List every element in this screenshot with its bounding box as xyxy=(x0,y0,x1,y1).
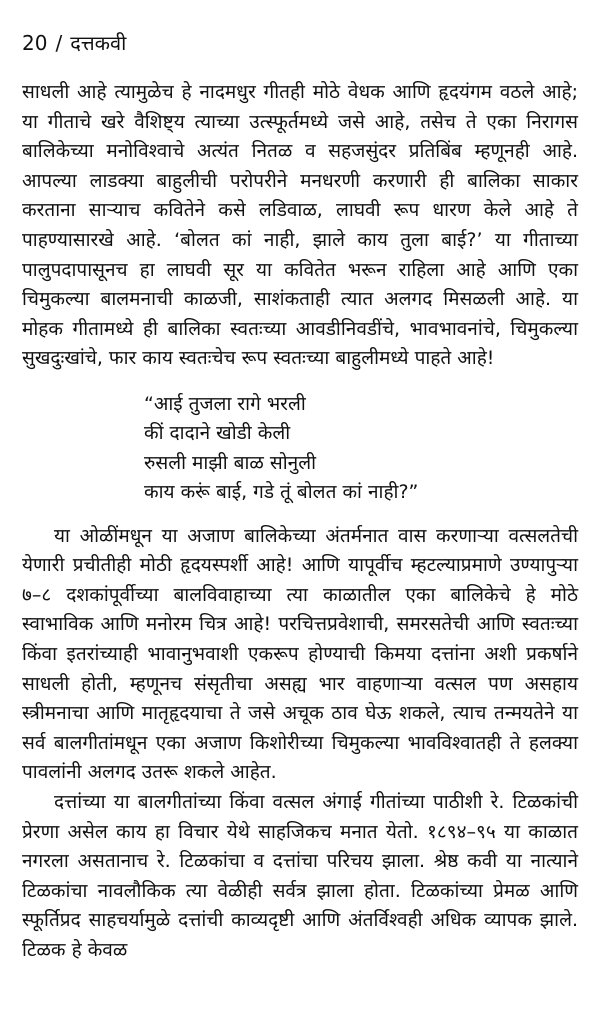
poem-line-1: “आई तुजला रागे भरली xyxy=(144,392,306,415)
poem-quote xyxy=(144,390,578,508)
page-number: 20 xyxy=(22,31,48,55)
paragraph-1: साधली आहे त्यामुळेच हे नादमधुर गीतही मोठे वेधक आणि हृदयंगम वठले आहे; या गीताचे खरे वैशिष्ट्य त्याच्या उत्स्फूर्तमध्ये जसे आहे, तसेच ते एका निरागस बालिकेच्या मनोविश्वाचे अत्यंत नितळ व सहजसुंदर प्रतिबिंब म्हणूनही आहे. आपल्या लाडक्या बाहुलीची परोपरीने मनधरणी करणारी ही बालिका साकार करताना साऱ्याच कवितेने कसे लडिवाळ, लाघवी रूप धारण केले आहे ते पाहण्यासारखे आहे. ‘बोलत कां नाही, झाले काय तुला बाई?’ या गीताच्या पालुपदापासूनच हा लाघवी सूर या कवितेत भरून राहिला आहे आणि एका चिमुकल्या बालमनाची काळजी, साशंकताही त्यात अलगद मिसळली आहे. या मोहक गीतामध्ये ही बालिका स्वतःच्या आवडीनिवडींचे, भावभावनांचे, चिमुकल्या सुखदुःखांचे, फार काय स्वतःचेच रूप स्वतःच्या बाहुलीमध्ये पाहते आहे! xyxy=(22,81,578,370)
header-separator: / xyxy=(55,31,63,55)
book-title: दत्तकवी xyxy=(70,31,127,55)
poem-line-2: कीं दादाने खोडी केली xyxy=(144,422,291,445)
page-header xyxy=(22,30,578,56)
poem-line-4: काय करूं बाई, गडे तूं बोलत कां नाही?” xyxy=(144,481,419,504)
paragraph-2: या ओळींमधून या अजाण बालिकेच्या अंतर्मनात वास करणाऱ्या वत्सलतेची येणारी प्रचीतीही मोठी हृदयस्पर्शी आहे! आणि यापूर्वीच म्हटल्याप्रमाणे उण्यापुऱ्या ७–८ दशकांपूर्वीच्या बालविवाहाच्या त्या काळातील एका बालिकेचे हे मोठे स्वाभाविक आणि मनोरम चित्र आहे! परचित्तप्रवेशाची, समरसतेची आणि स्वतःच्या किंवा इतरांच्याही भावानुभवाशी एकरूप होण्याची किमया दत्तांना अशी प्रकर्षाने साधली होती, म्हणूनच संसृतीचा असह्य भार वाहणाऱ्या वत्सल पण असहाय स्त्रीमनाचा आणि मातृहृदयाचा ते जसे अचूक ठाव घेऊ शकले, त्याच तन्मयतेने या सर्व बालगीतांमधून एका अजाण किशोरीच्या चिमुकल्या भावविश्वातही ते हलक्या पावलांनी अलगद उतरू शकले आहेत. xyxy=(22,524,578,784)
paragraph-3: दत्तांच्या या बालगीतांच्या किंवा वत्सल अंगाई गीतांच्या पाठीशी रे. टिळकांची प्रेरणा असेल काय हा विचार येथे साहजिकच मनात येतो. १८९४–९५ या काळात नगरला असतानाच रे. टिळकांचा व दत्तांचा परिचय झाला. श्रेष्ठ कवी या नात्याने टिळकांचा नावलौकिक त्या वेळीही सर्वत्र झाला होता. टिळकांच्या प्रेमळ आणि स्फूर्तिप्रद साहचर्यामुळे दत्तांची काव्यदृष्टी आणि अंतर्विश्वही अधिक व्यापक झाले. टिळक हे केवळ xyxy=(22,790,578,961)
poem-line-3: रुसली माझी बाळ सोनुली xyxy=(144,451,317,474)
